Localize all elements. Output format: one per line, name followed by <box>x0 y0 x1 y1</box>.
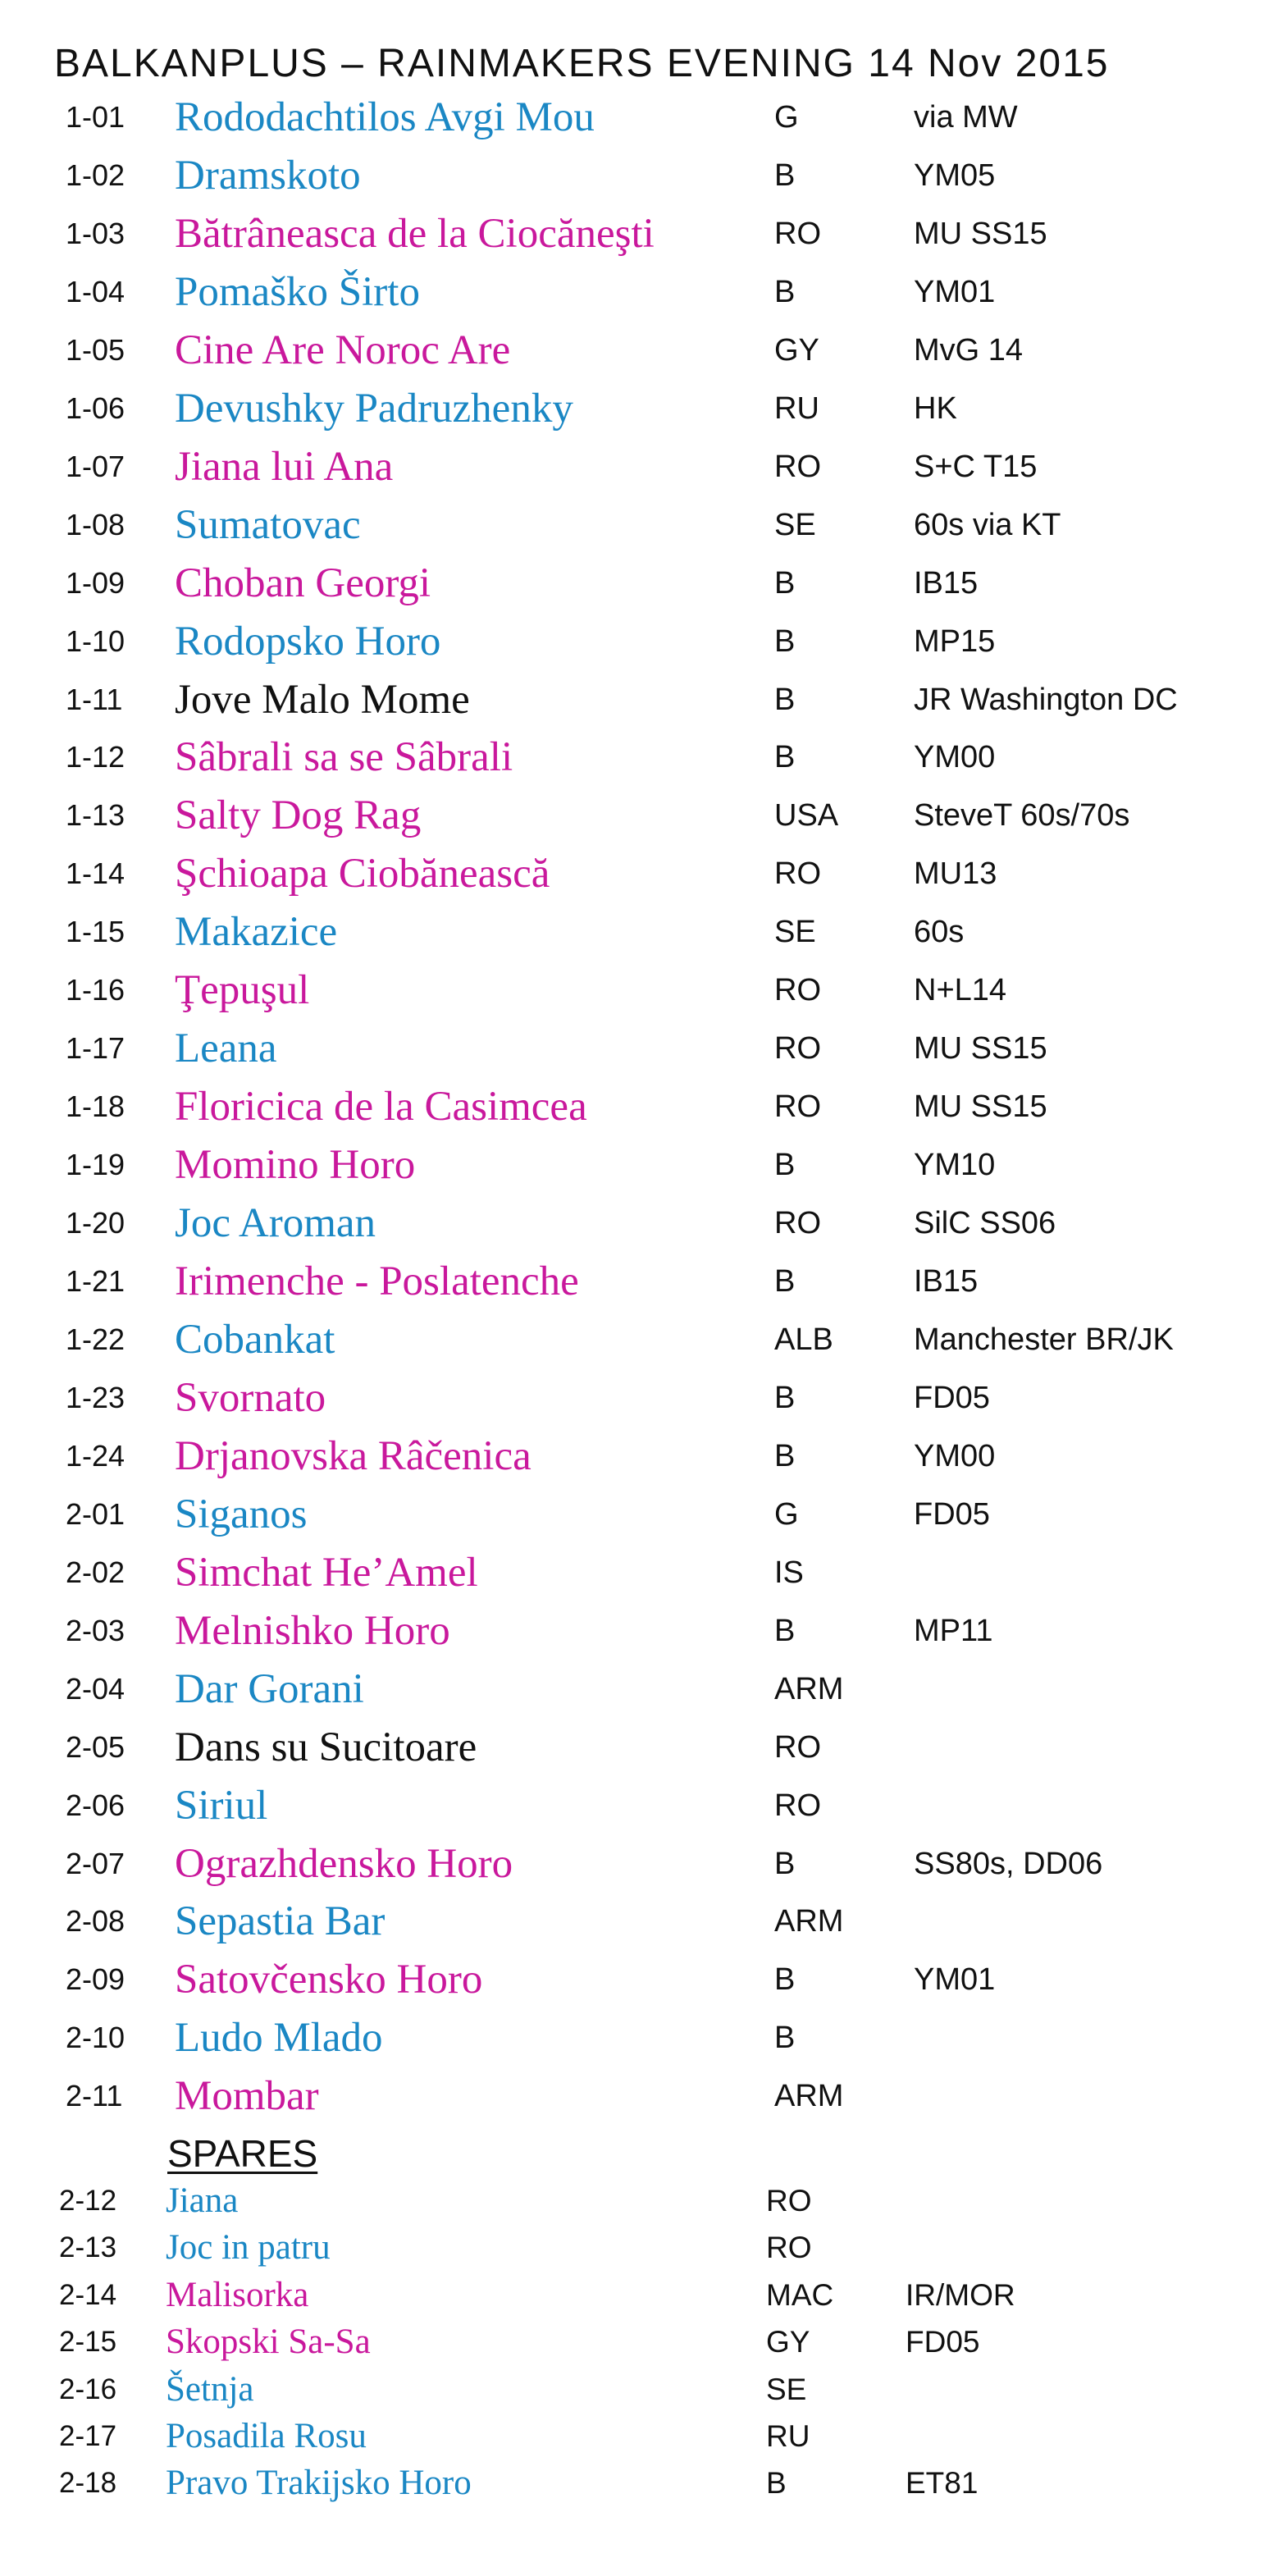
dance-name: Irimenche - Poslatenche <box>175 1258 579 1304</box>
dance-name: Floricica de la Casimcea <box>175 1084 587 1130</box>
dance-source: MU SS15 <box>914 216 1047 251</box>
dance-row <box>0 89 1282 146</box>
dance-country: B <box>774 1380 796 1415</box>
dance-country: G <box>774 1496 799 1532</box>
dance-name: Rodopsko Horo <box>175 618 441 665</box>
dance-source: MvG 14 <box>914 332 1024 368</box>
dance-number: 2-07 <box>66 1846 125 1880</box>
dance-name: Joc in patru <box>166 2228 331 2268</box>
dance-row <box>0 555 1282 612</box>
dance-country: B <box>774 1613 796 1648</box>
spares-heading: SPARES <box>167 2132 318 2175</box>
dance-number: 2-08 <box>66 1904 125 1939</box>
dance-country: RO <box>774 1729 821 1765</box>
dance-number: 2-10 <box>66 2021 125 2055</box>
dance-name: Dar Gorani <box>175 1665 364 1712</box>
dance-name: Rododachtilos Avgi Mou <box>175 94 595 140</box>
dance-source: YM01 <box>914 274 996 309</box>
dance-name: Siganos <box>175 1491 308 1537</box>
dance-row <box>0 1486 1282 1543</box>
dance-row <box>0 205 1282 263</box>
dance-row <box>0 728 1282 786</box>
dance-name: Şchioapa Ciobănească <box>175 851 550 897</box>
dance-name: Dans su Sucitoare <box>175 1724 477 1770</box>
dance-number: 2-05 <box>66 1729 125 1764</box>
dance-row <box>0 2009 1282 2067</box>
dance-country: G <box>774 100 799 135</box>
dance-source: S+C T15 <box>914 449 1038 484</box>
dance-source: YM10 <box>914 1148 996 1183</box>
dance-number: 2-01 <box>66 1496 125 1531</box>
dance-name: Satovčensko Horo <box>175 1957 483 2003</box>
dance-row <box>0 1078 1282 1135</box>
dance-number: 2-15 <box>59 2326 117 2359</box>
dance-row <box>0 438 1282 496</box>
dance-country: B <box>774 565 796 601</box>
dance-number: 1-10 <box>66 623 125 658</box>
dance-name: Siriul <box>175 1782 268 1829</box>
dance-name: Dramskoto <box>175 152 361 199</box>
dance-row <box>0 845 1282 902</box>
dance-source: 60s <box>914 915 965 950</box>
dance-name: Cobankat <box>175 1316 335 1363</box>
dance-source: JR Washington DC <box>914 682 1178 717</box>
dance-country: RU <box>774 391 819 426</box>
dance-source: via MW <box>914 100 1018 135</box>
dance-name: Šetnja <box>166 2369 254 2409</box>
dance-source: FD05 <box>914 1380 990 1415</box>
dance-source: N+L14 <box>914 973 1007 1008</box>
dance-country: GY <box>774 332 819 368</box>
dance-name: Sepastia Bar <box>175 1898 386 1945</box>
dance-number: 1-23 <box>66 1380 125 1414</box>
dance-number: 1-09 <box>66 565 125 600</box>
dance-number: 2-11 <box>66 2079 123 2113</box>
dance-row <box>0 322 1282 379</box>
dance-number: 1-08 <box>66 507 125 541</box>
dance-source: MP15 <box>914 623 996 659</box>
dance-row <box>0 2067 1282 2125</box>
dance-number: 1-16 <box>66 973 125 1007</box>
dance-country: B <box>774 1148 796 1183</box>
dance-source: YM00 <box>914 1438 996 1473</box>
dance-number: 1-05 <box>66 332 125 367</box>
dance-row <box>0 787 1282 844</box>
dance-row <box>0 1719 1282 1776</box>
dance-name: Melnishko Horo <box>175 1607 450 1654</box>
dance-country: SE <box>766 2372 807 2406</box>
dance-source: YM01 <box>914 1962 996 1998</box>
dance-row <box>0 1544 1282 1601</box>
dance-source: Manchester BR/JK <box>914 1322 1174 1357</box>
dance-name: Ţepuşul <box>175 967 310 1014</box>
dance-name: Joc Aroman <box>175 1200 376 1247</box>
dance-name: Sumatovac <box>175 501 361 548</box>
dance-row <box>0 147 1282 204</box>
dance-number: 2-12 <box>59 2185 117 2217</box>
dance-country: RO <box>774 1089 821 1125</box>
dance-country: ARM <box>774 1671 844 1706</box>
dance-source: MU SS15 <box>914 1089 1047 1125</box>
dance-country: ALB <box>774 1322 833 1357</box>
dance-number: 1-02 <box>66 158 125 192</box>
dance-number: 1-17 <box>66 1031 125 1066</box>
dance-source: HK <box>914 391 957 426</box>
dance-row <box>0 1777 1282 1834</box>
dance-number: 1-12 <box>66 740 125 774</box>
dance-row <box>0 1427 1282 1485</box>
dance-number: 2-14 <box>59 2278 117 2311</box>
dance-name: Drjanovska Râčenica <box>175 1432 532 1479</box>
dance-name: Bătrâneasca de la Ciocăneşti <box>175 210 655 257</box>
dance-name: Ograzhdensko Horo <box>175 1840 513 1887</box>
dance-country: IS <box>774 1555 804 1590</box>
dance-number: 2-17 <box>59 2420 117 2452</box>
dance-name: Simchat He’Amel <box>175 1549 478 1596</box>
dance-country: B <box>766 2466 787 2501</box>
dance-row <box>0 961 1282 1019</box>
dance-number: 1-01 <box>66 100 125 134</box>
dance-name: Leana <box>175 1025 277 1072</box>
dance-row <box>0 1660 1282 1718</box>
dance-number: 2-09 <box>66 1962 125 1997</box>
dance-country: SE <box>774 915 816 950</box>
dance-number: 1-15 <box>66 915 125 949</box>
dance-source: YM00 <box>914 740 996 775</box>
dance-number: 2-13 <box>59 2231 117 2264</box>
dance-number: 1-13 <box>66 798 125 833</box>
dance-row <box>0 1136 1282 1194</box>
dance-country: MAC <box>766 2277 834 2312</box>
dance-number: 1-20 <box>66 1206 125 1240</box>
dance-number: 1-19 <box>66 1148 125 1182</box>
dance-number: 1-06 <box>66 391 125 425</box>
dance-row <box>0 1602 1282 1660</box>
dance-row <box>0 1893 1282 1950</box>
dance-source: IB15 <box>914 565 979 601</box>
dance-row <box>0 496 1282 554</box>
dance-name: Devushky Padruzhenky <box>175 385 573 432</box>
dance-row <box>0 263 1282 321</box>
dance-country: B <box>774 682 796 717</box>
dance-number: 1-21 <box>66 1264 125 1298</box>
dance-row <box>0 380 1282 437</box>
dance-name: Jiana lui Ana <box>175 443 394 490</box>
dance-number: 1-18 <box>66 1089 125 1124</box>
dance-number: 1-03 <box>66 216 125 250</box>
dance-country: B <box>774 623 796 659</box>
dance-name: Salty Dog Rag <box>175 792 422 839</box>
dance-name: Mombar <box>175 2073 319 2120</box>
dance-country: RO <box>774 449 821 484</box>
dance-country: USA <box>774 798 839 834</box>
dance-row <box>0 1020 1282 1077</box>
dance-number: 1-14 <box>66 856 125 891</box>
dance-row <box>0 1951 1282 2008</box>
dance-country: RO <box>774 1206 821 1241</box>
dance-row <box>0 903 1282 961</box>
dance-name: Posadila Rosu <box>166 2417 367 2455</box>
dance-number: 2-02 <box>66 1555 125 1589</box>
dance-name: Momino Horo <box>175 1142 416 1189</box>
dance-country: ARM <box>774 2079 844 2114</box>
dance-row <box>0 2455 1282 2512</box>
dance-number: 1-22 <box>66 1322 125 1356</box>
dance-row <box>0 1194 1282 1252</box>
dance-number: 2-16 <box>59 2373 117 2405</box>
dance-row <box>0 1835 1282 1893</box>
dance-source: SilC SS06 <box>914 1206 1056 1241</box>
page-title: BALKANPLUS – RAINMAKERS EVENING 14 Nov 2015 <box>54 42 1110 85</box>
dance-number: 2-03 <box>66 1613 125 1647</box>
dance-country: RO <box>774 973 821 1008</box>
dance-name: Ludo Mlado <box>175 2015 383 2062</box>
dance-source: MP11 <box>914 1613 993 1648</box>
dance-row <box>0 1311 1282 1368</box>
dance-name: Malisorka <box>166 2275 309 2314</box>
dance-row <box>0 613 1282 670</box>
dance-number: 2-04 <box>66 1671 125 1706</box>
dance-source: FD05 <box>914 1496 990 1532</box>
dance-source: 60s via KT <box>914 507 1061 542</box>
dance-name: Jiana <box>166 2181 239 2220</box>
dance-row <box>0 671 1282 728</box>
dance-country: B <box>774 1264 796 1299</box>
dance-country: B <box>774 1846 796 1881</box>
dance-country: GY <box>766 2325 810 2359</box>
dance-country: B <box>774 274 796 309</box>
dance-country: B <box>774 2021 796 2056</box>
dance-name: Skopski Sa-Sa <box>166 2323 371 2362</box>
dance-source: IR/MOR <box>906 2277 1015 2312</box>
dance-number: 1-11 <box>66 682 123 716</box>
dance-name: Sâbrali sa se Sâbrali <box>175 734 513 781</box>
dance-country: B <box>774 740 796 775</box>
dance-country: RO <box>766 2184 812 2217</box>
dance-country: RU <box>766 2419 810 2453</box>
dance-country: ARM <box>774 1904 844 1939</box>
dance-country: RO <box>774 856 821 892</box>
dance-source: ET81 <box>906 2466 979 2501</box>
dance-source: SteveT 60s/70s <box>914 798 1130 834</box>
dance-source: MU SS15 <box>914 1031 1047 1066</box>
dance-source: SS80s, DD06 <box>914 1846 1103 1881</box>
dance-source: IB15 <box>914 1264 979 1299</box>
dance-name: Svornato <box>175 1374 326 1421</box>
dance-country: RO <box>766 2231 812 2265</box>
dance-country: RO <box>774 216 821 251</box>
dance-number: 2-06 <box>66 1788 125 1822</box>
dance-country: B <box>774 158 796 193</box>
dance-row <box>0 1253 1282 1310</box>
dance-number: 1-07 <box>66 449 125 483</box>
dance-number: 2-18 <box>59 2467 117 2500</box>
dance-country: B <box>774 1962 796 1998</box>
dance-country: RO <box>774 1031 821 1066</box>
dance-source: MU13 <box>914 856 997 892</box>
dance-country: SE <box>774 507 816 542</box>
dance-source: YM05 <box>914 158 996 193</box>
dance-number: 1-24 <box>66 1438 125 1473</box>
dance-name: Makazice <box>175 909 338 956</box>
dance-name: Pomaško Širto <box>175 268 420 315</box>
dance-country: RO <box>774 1788 821 1823</box>
dance-name: Cine Are Noroc Are <box>175 327 511 373</box>
dance-source: FD05 <box>906 2325 980 2359</box>
dance-country: B <box>774 1438 796 1473</box>
dance-name: Pravo Trakijsko Horo <box>166 2464 472 2503</box>
dance-name: Choban Georgi <box>175 560 431 606</box>
dance-name: Jove Malo Mome <box>175 676 470 723</box>
dance-row <box>0 1369 1282 1427</box>
dance-number: 1-04 <box>66 274 125 308</box>
